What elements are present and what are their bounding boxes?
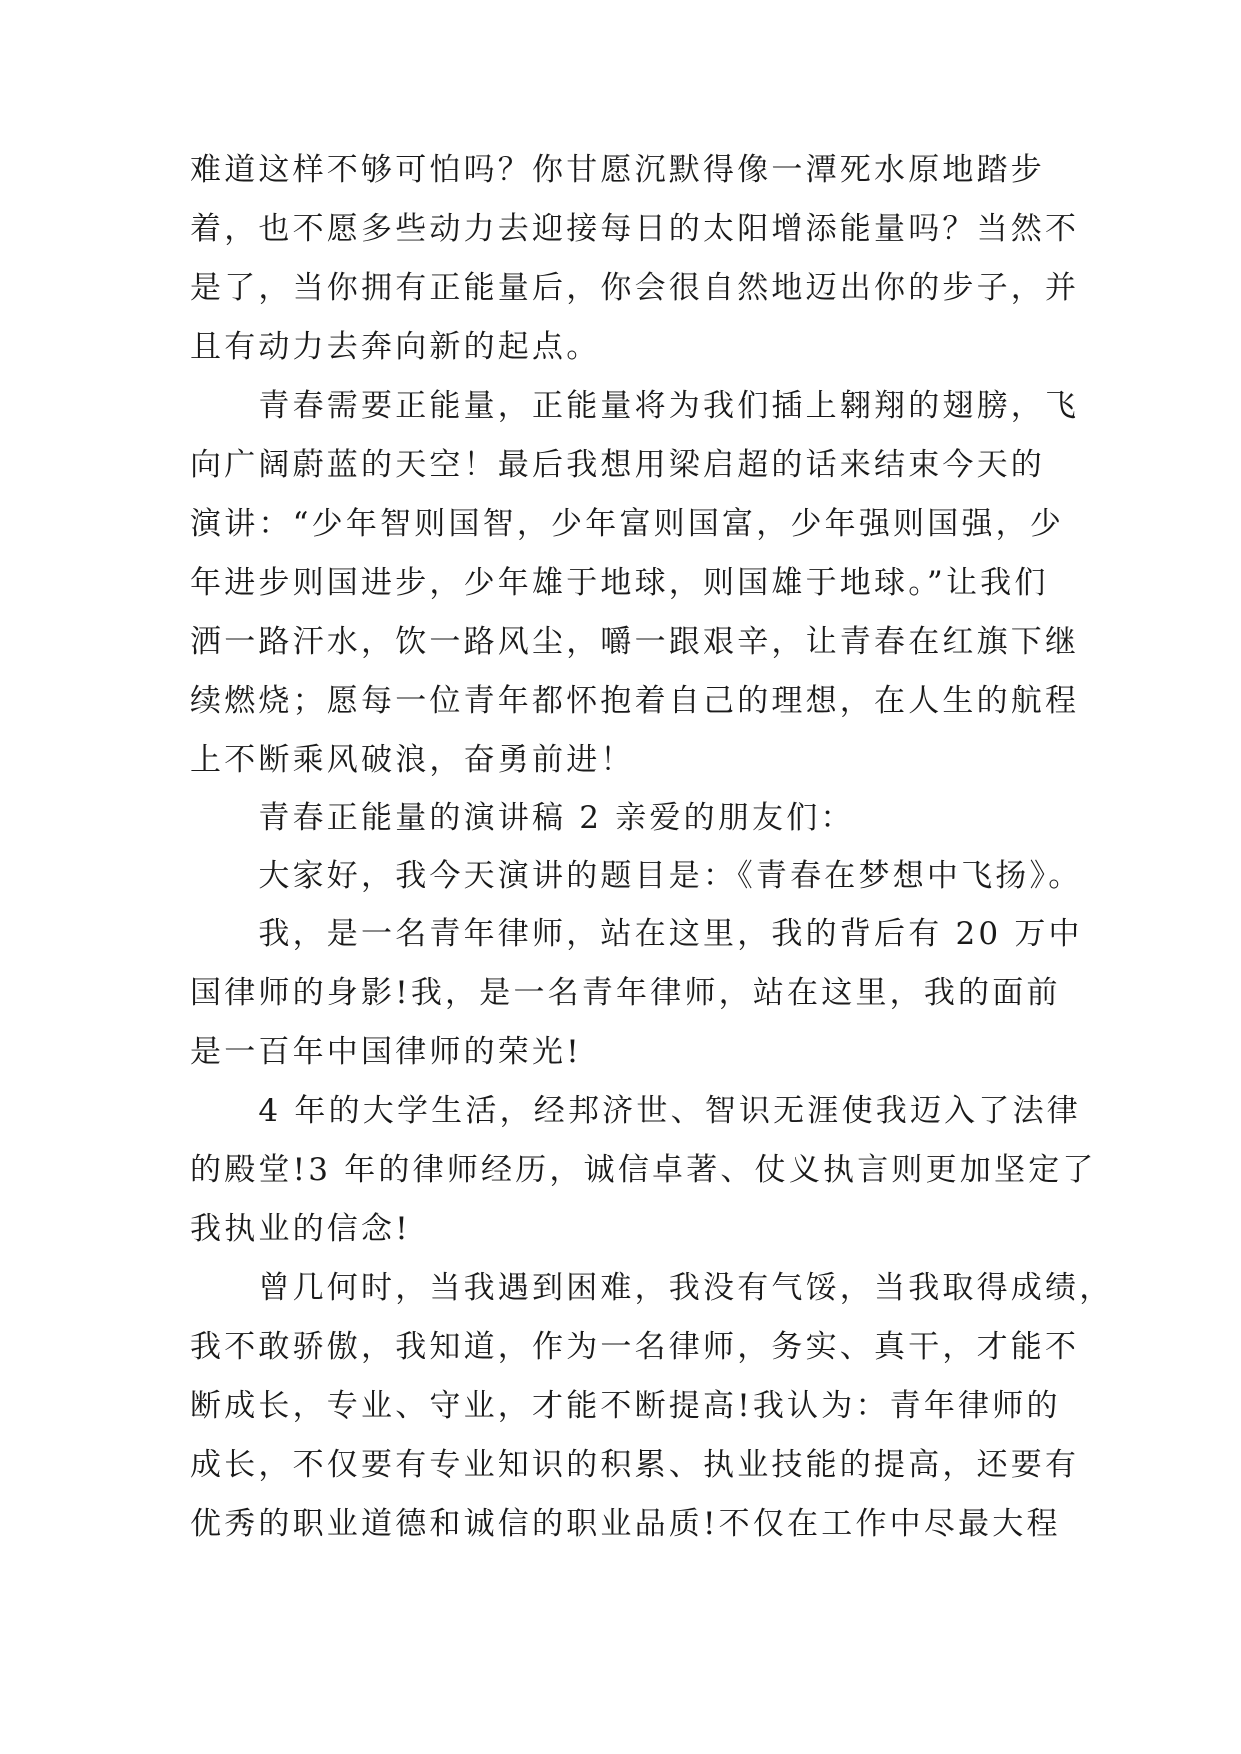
text-line: 向广阔蔚蓝的天空！最后我想用梁启超的话来结束今天的	[190, 447, 1045, 483]
text-line: 青春需要正能量，正能量将为我们插上翱翔的翅膀，飞	[190, 388, 1080, 424]
text-line: 断成长，专业、守业，才能不断提高!我认为：青年律师的	[190, 1388, 1061, 1424]
text-line: 上不断乘风破浪，奋勇前进！	[190, 742, 635, 778]
text-line: 续燃烧；愿每一位青年都怀抱着自己的理想，在人生的航程	[190, 683, 1080, 719]
text-line: 是一百年中国律师的荣光!	[190, 1034, 582, 1070]
text-line: 难道这样不够可怕吗？你甘愿沉默得像一潭死水原地踏步	[190, 152, 1045, 188]
text-line: 演讲：“少年智则国智，少年富则国富，少年强则国强，少	[190, 506, 1065, 542]
text-line: 大家好，我今天演讲的题目是：《青春在梦想中飞扬》。	[190, 858, 1083, 894]
text-line: 优秀的职业道德和诚信的职业品质!不仅在工作中尽最大程	[190, 1506, 1061, 1542]
text-line: 是了，当你拥有正能量后，你会很自然地迈出你的步子，并	[190, 270, 1080, 306]
text-line: 且有动力去奔向新的起点。	[190, 329, 601, 365]
text-line: 的殿堂!3 年的律师经历，诚信卓著、仗义执言则更加坚定了	[190, 1152, 1097, 1188]
text-line: 洒一路汗水，饮一路风尘，嚼一跟艰辛，让青春在红旗下继	[190, 624, 1080, 660]
text-line: 我，是一名青年律师，站在这里，我的背后有 20 万中	[190, 916, 1083, 952]
text-line: 我不敢骄傲，我知道，作为一名律师，务实、真干，才能不	[190, 1329, 1080, 1365]
text-line: 4 年的大学生活，经邦济世、智识无涯使我迈入了法律	[190, 1093, 1081, 1129]
text-line: 年进步则国进步，少年雄于地球，则国雄于地球。”让我们	[190, 565, 1049, 601]
text-line: 国律师的身影!我，是一名青年律师，站在这里，我的面前	[190, 975, 1061, 1011]
text-line: 成长，不仅要有专业知识的积累、执业技能的提高，还要有	[190, 1447, 1080, 1483]
text-line: 曾几何时，当我遇到困难，我没有气馁，当我取得成绩，	[190, 1270, 1114, 1306]
text-line: 着，也不愿多些动力去迎接每日的太阳增添能量吗？当然不	[190, 211, 1080, 247]
text-line: 我执业的信念!	[190, 1211, 411, 1247]
text-line: 青春正能量的演讲稿 2 亲爱的朋友们：	[190, 800, 855, 836]
